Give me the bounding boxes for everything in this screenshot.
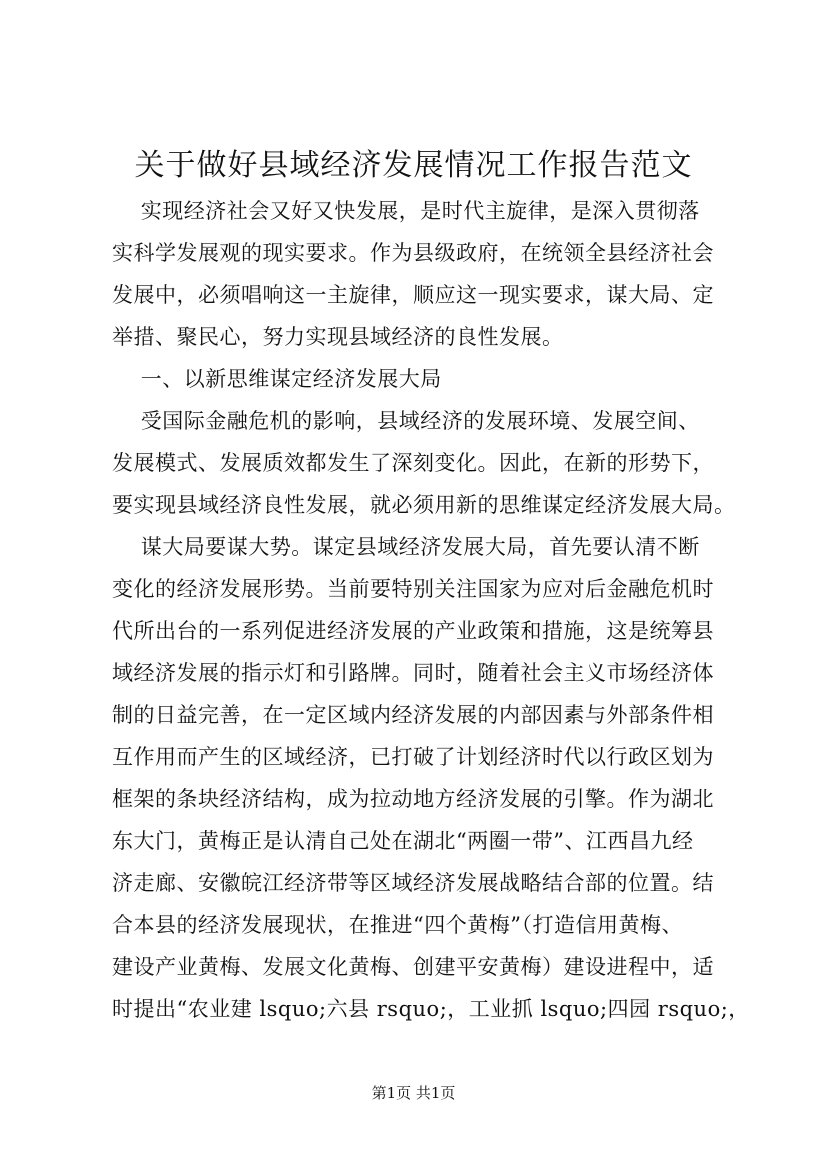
text-line: 发展模式、发展质效都发生了深刻变化。因此，在新的形势下， <box>112 451 714 475</box>
text-line: 域经济发展的指示灯和引路牌。同时，随着社会主义市场经济体 <box>112 661 714 685</box>
text-line: 合本县的经济发展现状，在推进“四个黄梅”（打造信用黄梅、 <box>112 913 683 937</box>
text-line: 济走廊、安徽皖江经济带等区域经济发展战略结合部的位置。结 <box>112 871 714 895</box>
text-line: 实现经济社会又好又快发展，是时代主旋律，是深入贯彻落 <box>112 199 700 223</box>
text-line: 受国际金融危机的影响，县域经济的发展环境、发展空间、 <box>112 409 700 433</box>
text-line: 互作用而产生的区域经济，已打破了计划经济时代以行政区划为 <box>112 745 714 769</box>
text-line: 发展中，必须唱响这一主旋律，顺应这一现实要求，谋大局、定 <box>112 283 714 307</box>
page-footer: 第1页 共1页 <box>371 1084 456 1102</box>
section-heading: 一、以新思维谋定经济发展大局 <box>112 367 442 391</box>
text-line: 要实现县域经济良性发展，就必须用新的思维谋定经济发展大局。 <box>112 493 736 517</box>
document-title: 关于做好县域经济发展情况工作报告范文 <box>134 148 693 183</box>
text-line: 时提出“农业建 lsquo;六县 rsquo;，工业抓 lsquo;四园 rsquo;， <box>112 997 750 1021</box>
text-line: 变化的经济发展形势。当前要特别关注国家为应对后金融危机时 <box>112 577 714 601</box>
text-line: 代所出台的一系列促进经济发展的产业政策和措施，这是统筹县 <box>112 619 714 643</box>
text-line: 框架的条块经济结构，成为拉动地方经济发展的引擎。作为湖北 <box>112 787 714 811</box>
text-line: 实科学发展观的现实要求。作为县级政府，在统领全县经济社会 <box>112 241 714 265</box>
text-line: 东大门，黄梅正是认清自己处在湖北“两圈一带”、江西昌九经 <box>112 829 694 853</box>
text-line: 建设产业黄梅、发展文化黄梅、创建平安黄梅）建设进程中，适 <box>112 955 714 979</box>
text-line: 制的日益完善，在一定区域内经济发展的内部因素与外部条件相 <box>112 703 714 727</box>
text-line: 举措、聚民心，努力实现县域经济的良性发展。 <box>112 325 564 349</box>
text-line: 谋大局要谋大势。谋定县域经济发展大局，首先要认清不断 <box>112 535 700 559</box>
